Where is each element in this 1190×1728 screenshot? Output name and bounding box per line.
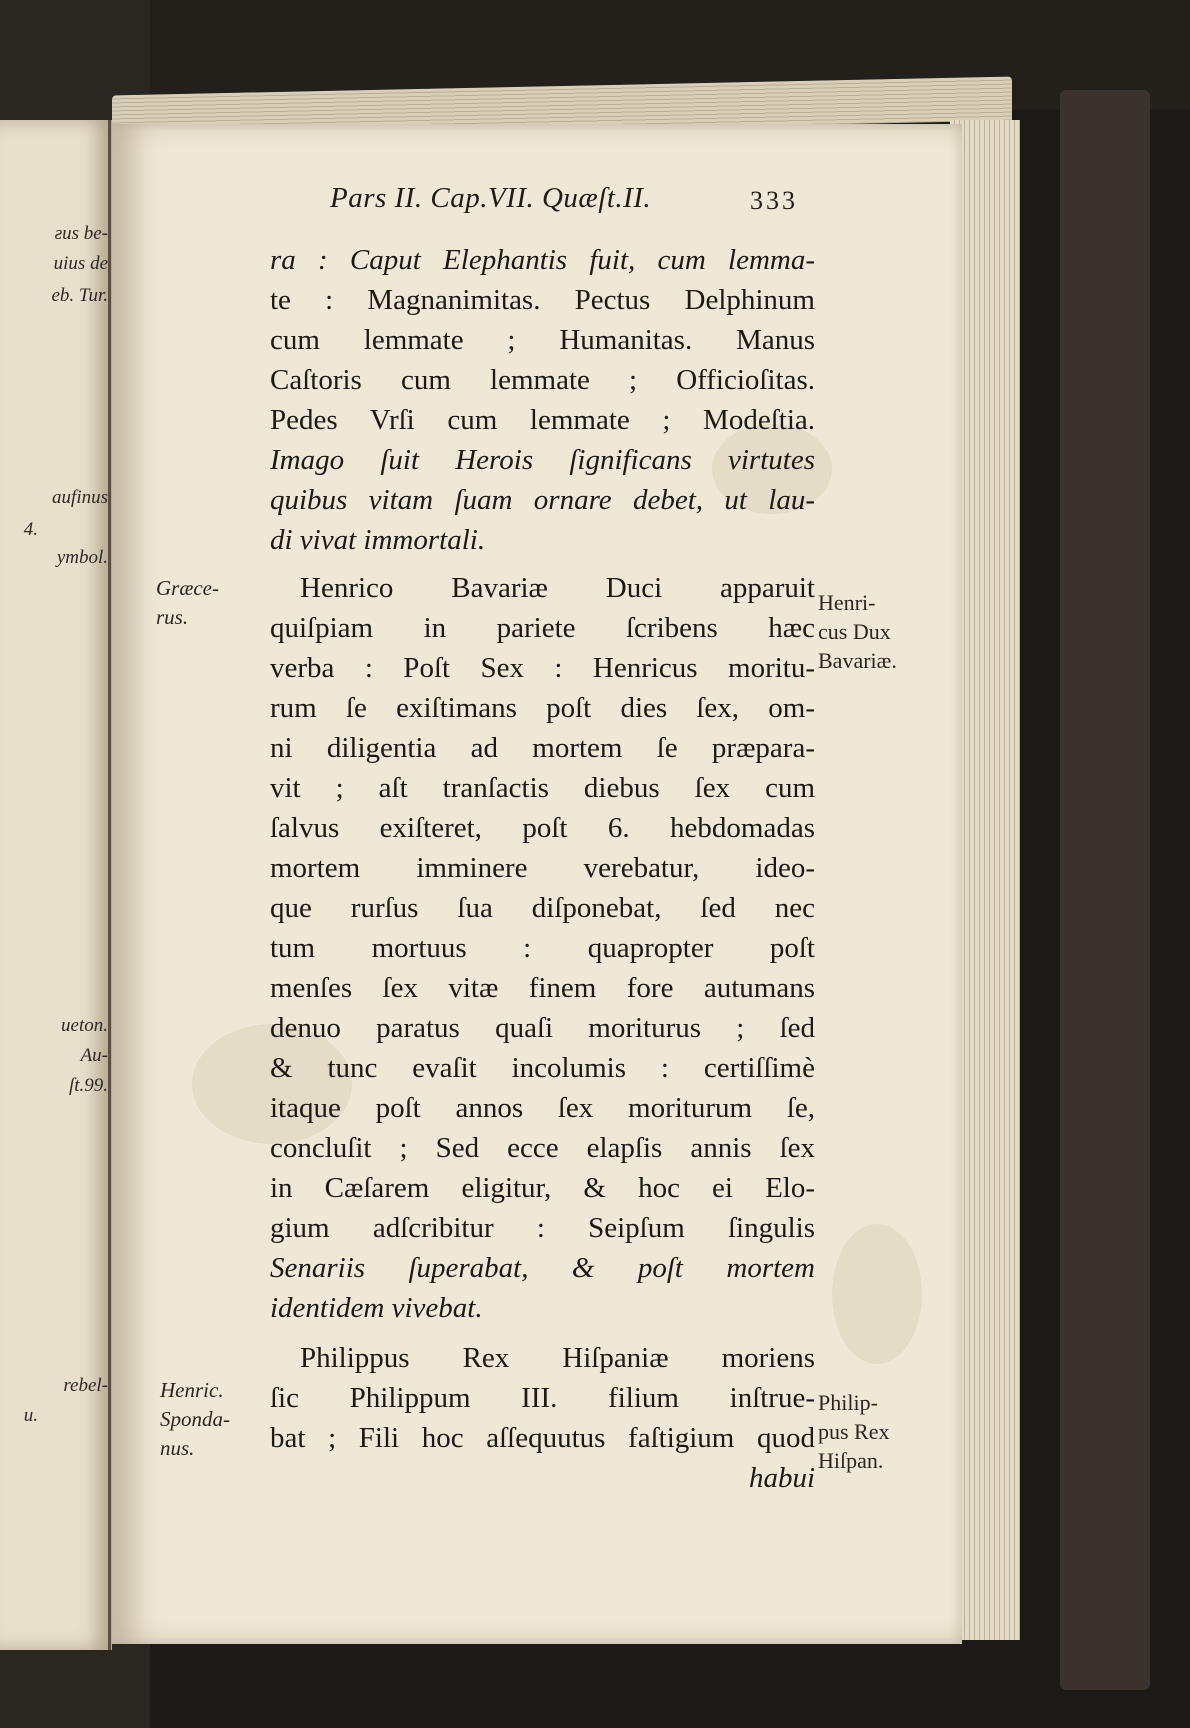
margin-note-right: Philip- <box>818 1390 878 1415</box>
text-line: quiſpiam in pariete ſcribens hæc <box>270 612 815 644</box>
foxing-stain <box>832 1224 922 1364</box>
page-number: 333 <box>750 186 798 215</box>
margin-note-left: Græce- <box>156 576 219 600</box>
text-line: Caſtoris cum lemmate ; Officioſitas. <box>270 364 815 396</box>
text-line: ſalvus exiſteret, poſt 6. hebdomadas <box>270 812 815 844</box>
text-line: ni diligentia ad mortem ſe præpara- <box>270 732 815 764</box>
left-page-text: ƨus be- <box>54 223 108 244</box>
left-page-text: eb. Tur. <box>51 285 108 306</box>
text-line: mortem imminere verebatur, ideo- <box>270 852 815 884</box>
text-line: ſic Philippum III. filium inſtrue- <box>270 1382 815 1414</box>
text-line: in Cæſarem eligitur, & hoc ei Elo- <box>270 1172 815 1204</box>
text-line: que rurſus ſua diſponebat, ſed nec <box>270 892 815 924</box>
text-line: Pedes Vrſi cum lemmate ; Modeſtia. <box>270 404 815 436</box>
text-line: rum ſe exiſtimans poſt dies ſex, om- <box>270 692 815 724</box>
margin-note-right: Bavariæ. <box>818 648 897 673</box>
running-head: Pars II. Cap.VII. Quæſt.II. <box>330 182 652 214</box>
text-line: concluſit ; Sed ecce elapſis annis ſex <box>270 1132 815 1164</box>
left-page-text: Au- <box>80 1045 108 1066</box>
left-page-text: aufinus <box>52 487 108 508</box>
text-line: cum lemmate ; Humanitas. Manus <box>270 324 815 356</box>
text-line: verba : Poſt Sex : Henricus moritu- <box>270 652 815 684</box>
text-line: itaque poſt annos ſex moriturum ſe, <box>270 1092 815 1124</box>
text-line: Imago ſuit Herois ſignificans virtutes <box>270 444 815 476</box>
left-page-fragment <box>0 120 112 1650</box>
catchword: habui <box>748 1462 815 1494</box>
text-line: & tunc evaſit incolumis : certiſſimè <box>270 1052 815 1084</box>
text-line: di vivat immortali. <box>270 524 486 556</box>
text-line: Senariis ſuperabat, & poſt mortem <box>270 1252 815 1284</box>
left-page-text: 4. <box>23 519 38 540</box>
margin-note-right: cus Dux <box>818 619 891 644</box>
margin-note-right: pus Rex <box>818 1419 890 1444</box>
text-line: denuo paratus quaſi moriturus ; ſed <box>270 1012 815 1044</box>
text-line: tum mortuus : quapropter poſt <box>270 932 815 964</box>
page-header <box>218 176 818 222</box>
left-page-text: ſt.99. <box>68 1075 108 1096</box>
text-line: quibus vitam ſuam ornare debet, ut lau- <box>270 484 815 516</box>
margin-note-left: Henric. <box>160 1378 224 1402</box>
margin-note-right: Hiſpan. <box>818 1448 884 1473</box>
text-line: te : Magnanimitas. Pectus Delphinum <box>270 284 815 316</box>
margin-note-right: Henri- <box>818 590 876 615</box>
text-line: menſes ſex vitæ finem fore autumans <box>270 972 815 1004</box>
text-line: ra : Caput Elephantis fuit, cum lemma- <box>270 244 815 276</box>
text-line: Philippus Rex Hiſpaniæ moriens <box>300 1342 815 1374</box>
text-line: gium adſcribitur : Seipſum ſingulis <box>270 1212 815 1244</box>
text-line: Henrico Bavariæ Duci apparuit <box>300 572 815 604</box>
margin-note-left: Sponda- <box>160 1407 230 1431</box>
text-line: identidem vivebat. <box>270 1292 483 1324</box>
left-page-text: rebel- <box>63 1375 108 1396</box>
margin-note-left: rus. <box>156 605 189 629</box>
left-page-text: uius de <box>53 253 108 274</box>
text-line: vit ; aſt tranſactis diebus ſex cum <box>270 772 815 804</box>
left-page-text: ueton. <box>61 1015 108 1036</box>
gutter <box>108 120 111 1650</box>
text-line: bat ; Fili hoc aſſequutus faſtigium quod <box>270 1422 815 1454</box>
left-page-text: ymbol. <box>56 547 108 568</box>
margin-note-left: nus. <box>160 1436 195 1460</box>
cover-right <box>1060 90 1150 1690</box>
left-page-text: u. <box>23 1405 38 1426</box>
